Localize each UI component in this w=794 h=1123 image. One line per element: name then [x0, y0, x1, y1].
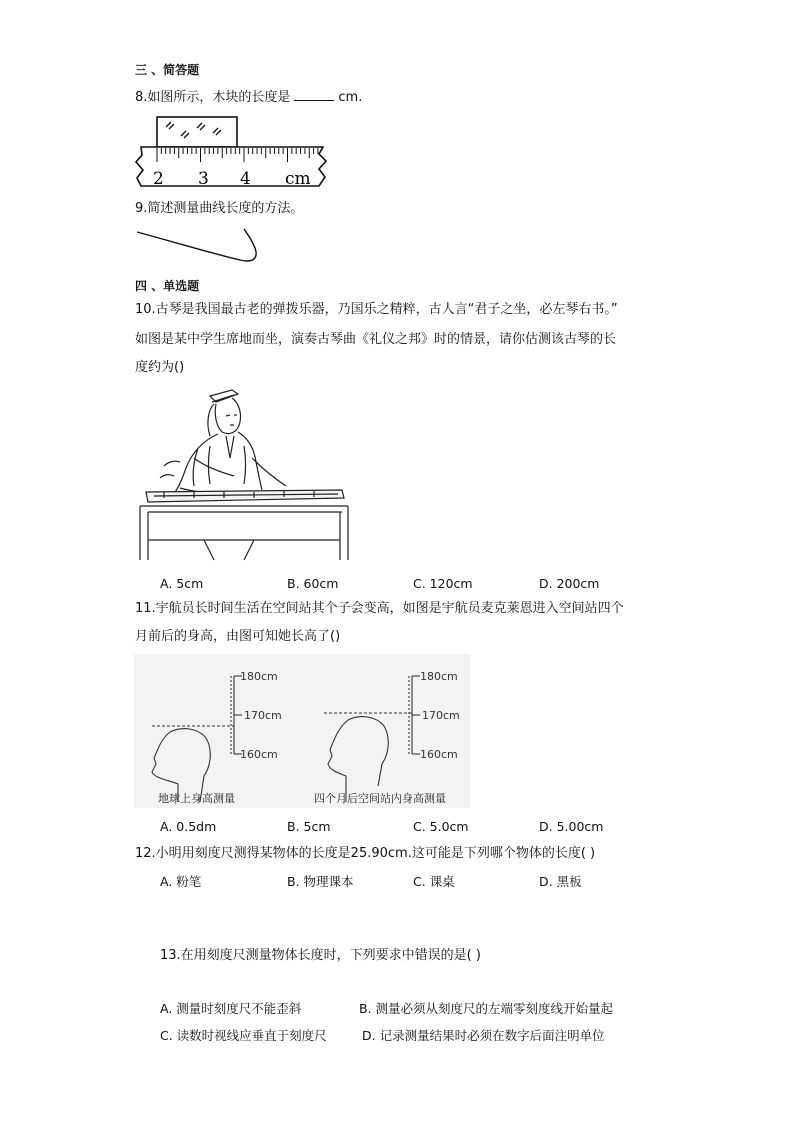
question-8: [135, 88, 362, 107]
q13-option-c[interactable]: C. 读数时视线应垂直于刻度尺: [160, 1028, 327, 1043]
q13-option-d[interactable]: D. 记录测量结果时必须在数字后面注明单位: [362, 1028, 605, 1043]
q12-option-a[interactable]: A. 粉笔: [160, 874, 202, 889]
question-10-line3: 度约为(): [135, 360, 185, 375]
answer-blank: [294, 88, 334, 101]
right-scale-label-180: 180cm: [420, 670, 458, 683]
question-12-text: 12.小明用刻度尺测得某物体的长度是25.90cm.这可能是下列哪个物体的长度( ): [135, 846, 596, 861]
question-10-line2: 如图是某中学生席地而坐，演奏古琴曲《礼仪之邦》时的情景，请你估测该古琴的长: [135, 332, 617, 347]
caption-earth: 地球上身高测量: [158, 792, 235, 805]
question-13-text: 13.在用刻度尺测量物体长度时，下列要求中错误的是( ): [160, 948, 481, 963]
question-9-text: 9.简述测量曲线长度的方法。: [135, 201, 304, 216]
q11-option-a[interactable]: A. 0.5dm: [160, 819, 217, 834]
q12-option-c[interactable]: C. 课桌: [413, 874, 455, 889]
q13-option-a[interactable]: A. 测量时刻度尺不能歪斜: [160, 1001, 302, 1016]
q11-option-c[interactable]: C. 5.0cm: [413, 819, 469, 834]
left-scale-label-180: 180cm: [240, 670, 278, 683]
question-8-unit: cm.: [338, 90, 363, 105]
question-11-line1: 11.宇航员长时间生活在空间站其个子会变高，如图是宇航员麦克莱恩进入空间站四个: [135, 601, 624, 616]
question-10-line1: 10.古琴是我国最古老的弹拨乐器，乃国乐之精粹，古人言“君子之坐，必左琴右书。”: [135, 302, 618, 317]
q10-option-c[interactable]: C. 120cm: [413, 576, 473, 591]
ruler-unit-label: cm: [285, 169, 311, 189]
curve-figure: [134, 224, 264, 270]
ruler-figure: [133, 114, 333, 192]
ruler-label-2: 2: [153, 169, 164, 189]
q11-option-b[interactable]: B. 5cm: [287, 819, 331, 834]
wood-block: [157, 117, 237, 147]
guqin-illustration: [134, 388, 350, 562]
q12-option-d[interactable]: D. 黑板: [539, 874, 582, 889]
q10-option-d[interactable]: D. 200cm: [539, 576, 600, 591]
curve-line: [137, 229, 256, 261]
right-scale-label-160: 160cm: [420, 748, 458, 761]
q10-option-a[interactable]: A. 5cm: [160, 576, 204, 591]
ruler-label-4: 4: [240, 169, 251, 189]
q11-option-d[interactable]: D. 5.00cm: [539, 819, 604, 834]
section-title-3: 三 、简答题: [135, 63, 200, 77]
question-8-text: 8.如图所示，木块的长度是: [135, 90, 291, 105]
right-scale-label-170: 170cm: [422, 709, 460, 722]
question-11-line2: 月前后的身高，由图可知她长高了(): [135, 629, 341, 644]
q10-option-b[interactable]: B. 60cm: [287, 576, 339, 591]
q12-option-b[interactable]: B. 物理课本: [287, 874, 354, 889]
ruler-label-3: 3: [198, 169, 209, 189]
caption-space-station: 四个月后空间站内身高测量: [314, 792, 446, 805]
q13-option-b[interactable]: B. 测量必须从刻度尺的左端零刻度线开始量起: [359, 1001, 614, 1016]
left-scale-label-170: 170cm: [244, 709, 282, 722]
left-scale-label-160: 160cm: [240, 748, 278, 761]
section-title-4: 四 、单选题: [135, 279, 200, 293]
height-measure-figure: [134, 654, 470, 808]
